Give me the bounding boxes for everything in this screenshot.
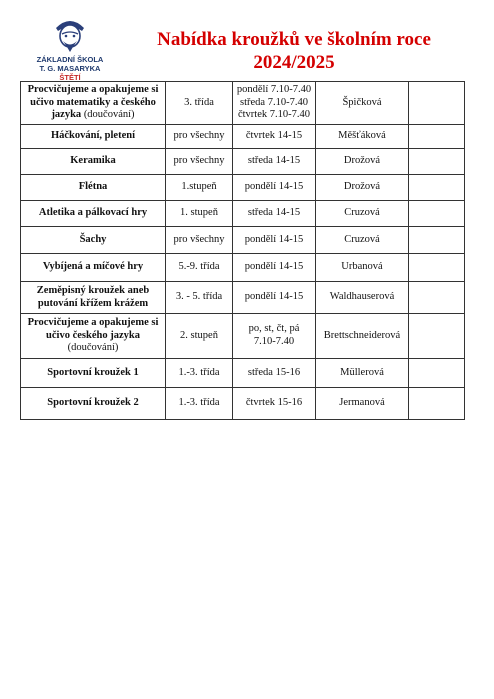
time-cell: středa 15-16	[233, 359, 316, 388]
extra-cell	[409, 359, 465, 388]
grade-cell: 3. třída	[166, 82, 233, 125]
teacher-cell: Cruzová	[316, 201, 409, 227]
club-name: Procvičujeme a opakujeme si učivo českého jazyka	[27, 317, 159, 341]
grade-cell: 1.-3. třída	[166, 359, 233, 388]
club-name: Atletika a pálkovací hry	[38, 207, 148, 219]
club-name-cell	[21, 227, 166, 254]
extra-cell	[409, 254, 465, 282]
logo-text-line-3: ŠTĚTÍ	[59, 73, 81, 82]
club-name: Šachy	[79, 233, 107, 245]
grade-cell: pro všechny	[166, 149, 233, 175]
club-name-cell	[21, 254, 166, 282]
club-note: (doučování)	[67, 342, 119, 354]
club-name-cell	[21, 125, 166, 149]
teacher-cell: Waldhauserová	[316, 282, 409, 314]
club-name-cell	[21, 175, 166, 201]
club-name: Sportovní kroužek 1	[47, 366, 139, 378]
grade-cell: pro všechny	[166, 125, 233, 149]
table-row	[21, 149, 465, 175]
logo-text-line-2: T. G. MASARYKA	[39, 64, 101, 73]
extra-cell	[409, 282, 465, 314]
school-emblem-icon	[48, 12, 92, 56]
teacher-cell: Měšťáková	[316, 125, 409, 149]
teacher-cell: Cruzová	[316, 227, 409, 254]
grade-cell: 1.stupeň	[166, 175, 233, 201]
grade-cell: 1. stupeň	[166, 201, 233, 227]
extra-cell	[409, 227, 465, 254]
table-row	[21, 282, 465, 314]
extra-cell	[409, 82, 465, 125]
club-name: Háčkování, pletení	[50, 130, 135, 142]
table-row	[21, 175, 465, 201]
table-row	[21, 314, 465, 359]
club-name-cell	[21, 149, 166, 175]
table-row	[21, 201, 465, 227]
club-name-cell	[21, 359, 166, 388]
club-name: Keramika	[70, 155, 116, 167]
teacher-cell: Müllerová	[316, 359, 409, 388]
club-name-cell	[21, 82, 166, 125]
time-cell: středa 14-15	[233, 201, 316, 227]
table-row	[21, 359, 465, 388]
table-row	[21, 125, 465, 149]
grade-cell: 2. stupeň	[166, 314, 233, 359]
page-title: Nabídka kroužků ve školním roce	[157, 29, 431, 50]
teacher-cell: Drožová	[316, 175, 409, 201]
time-cell: středa 14-15	[233, 149, 316, 175]
club-name: Sportovní kroužek 2	[47, 397, 139, 409]
table-row	[21, 254, 465, 282]
extra-cell	[409, 388, 465, 420]
time-cell: pondělí 7.10-7.40 středa 7.10-7.40 čtvrtek 7.10-7.40	[233, 82, 316, 125]
extra-cell	[409, 175, 465, 201]
teacher-cell: Brettschneiderová	[316, 314, 409, 359]
teacher-cell: Špičková	[316, 82, 409, 125]
teacher-cell: Urbanová	[316, 254, 409, 282]
table-row	[21, 82, 465, 125]
grade-cell: pro všechny	[166, 227, 233, 254]
table-row	[21, 388, 465, 420]
grade-cell: 1.-3. třída	[166, 388, 233, 420]
table-row	[21, 227, 465, 254]
teacher-cell: Drožová	[316, 149, 409, 175]
club-name: Zeměpisný kroužek aneb putování křížem krážem	[36, 284, 150, 309]
club-name: Procvičujeme a opakujeme si učivo matematiky a českého jazyka	[27, 84, 159, 121]
time-cell: pondělí 14-15	[233, 254, 316, 282]
school-year: 2024/2025	[253, 52, 335, 73]
clubs-table	[20, 81, 465, 420]
logo-text-line-1: ZÁKLADNÍ ŠKOLA	[36, 55, 104, 64]
time-cell: pondělí 14-15	[233, 175, 316, 201]
teacher-cell: Jermanová	[316, 388, 409, 420]
club-name-cell	[21, 201, 166, 227]
club-name-cell	[21, 314, 166, 359]
club-note: (doučování)	[83, 109, 135, 121]
time-cell: pondělí 14-15	[233, 227, 316, 254]
grade-cell: 5.-9. třída	[166, 254, 233, 282]
school-logo	[22, 12, 118, 86]
time-cell: čtvrtek 15-16	[233, 388, 316, 420]
club-name-cell	[21, 282, 166, 314]
club-name-cell	[21, 388, 166, 420]
grade-cell: 3. - 5. třída	[166, 282, 233, 314]
time-cell: pondělí 14-15	[233, 282, 316, 314]
extra-cell	[409, 314, 465, 359]
club-name: Vybíjená a míčové hry	[42, 261, 144, 273]
extra-cell	[409, 149, 465, 175]
time-cell: čtvrtek 14-15	[233, 125, 316, 149]
extra-cell	[409, 125, 465, 149]
club-name: Flétna	[78, 181, 108, 193]
extra-cell	[409, 201, 465, 227]
time-cell: po, st, čt, pá 7.10-7.40	[233, 314, 316, 359]
